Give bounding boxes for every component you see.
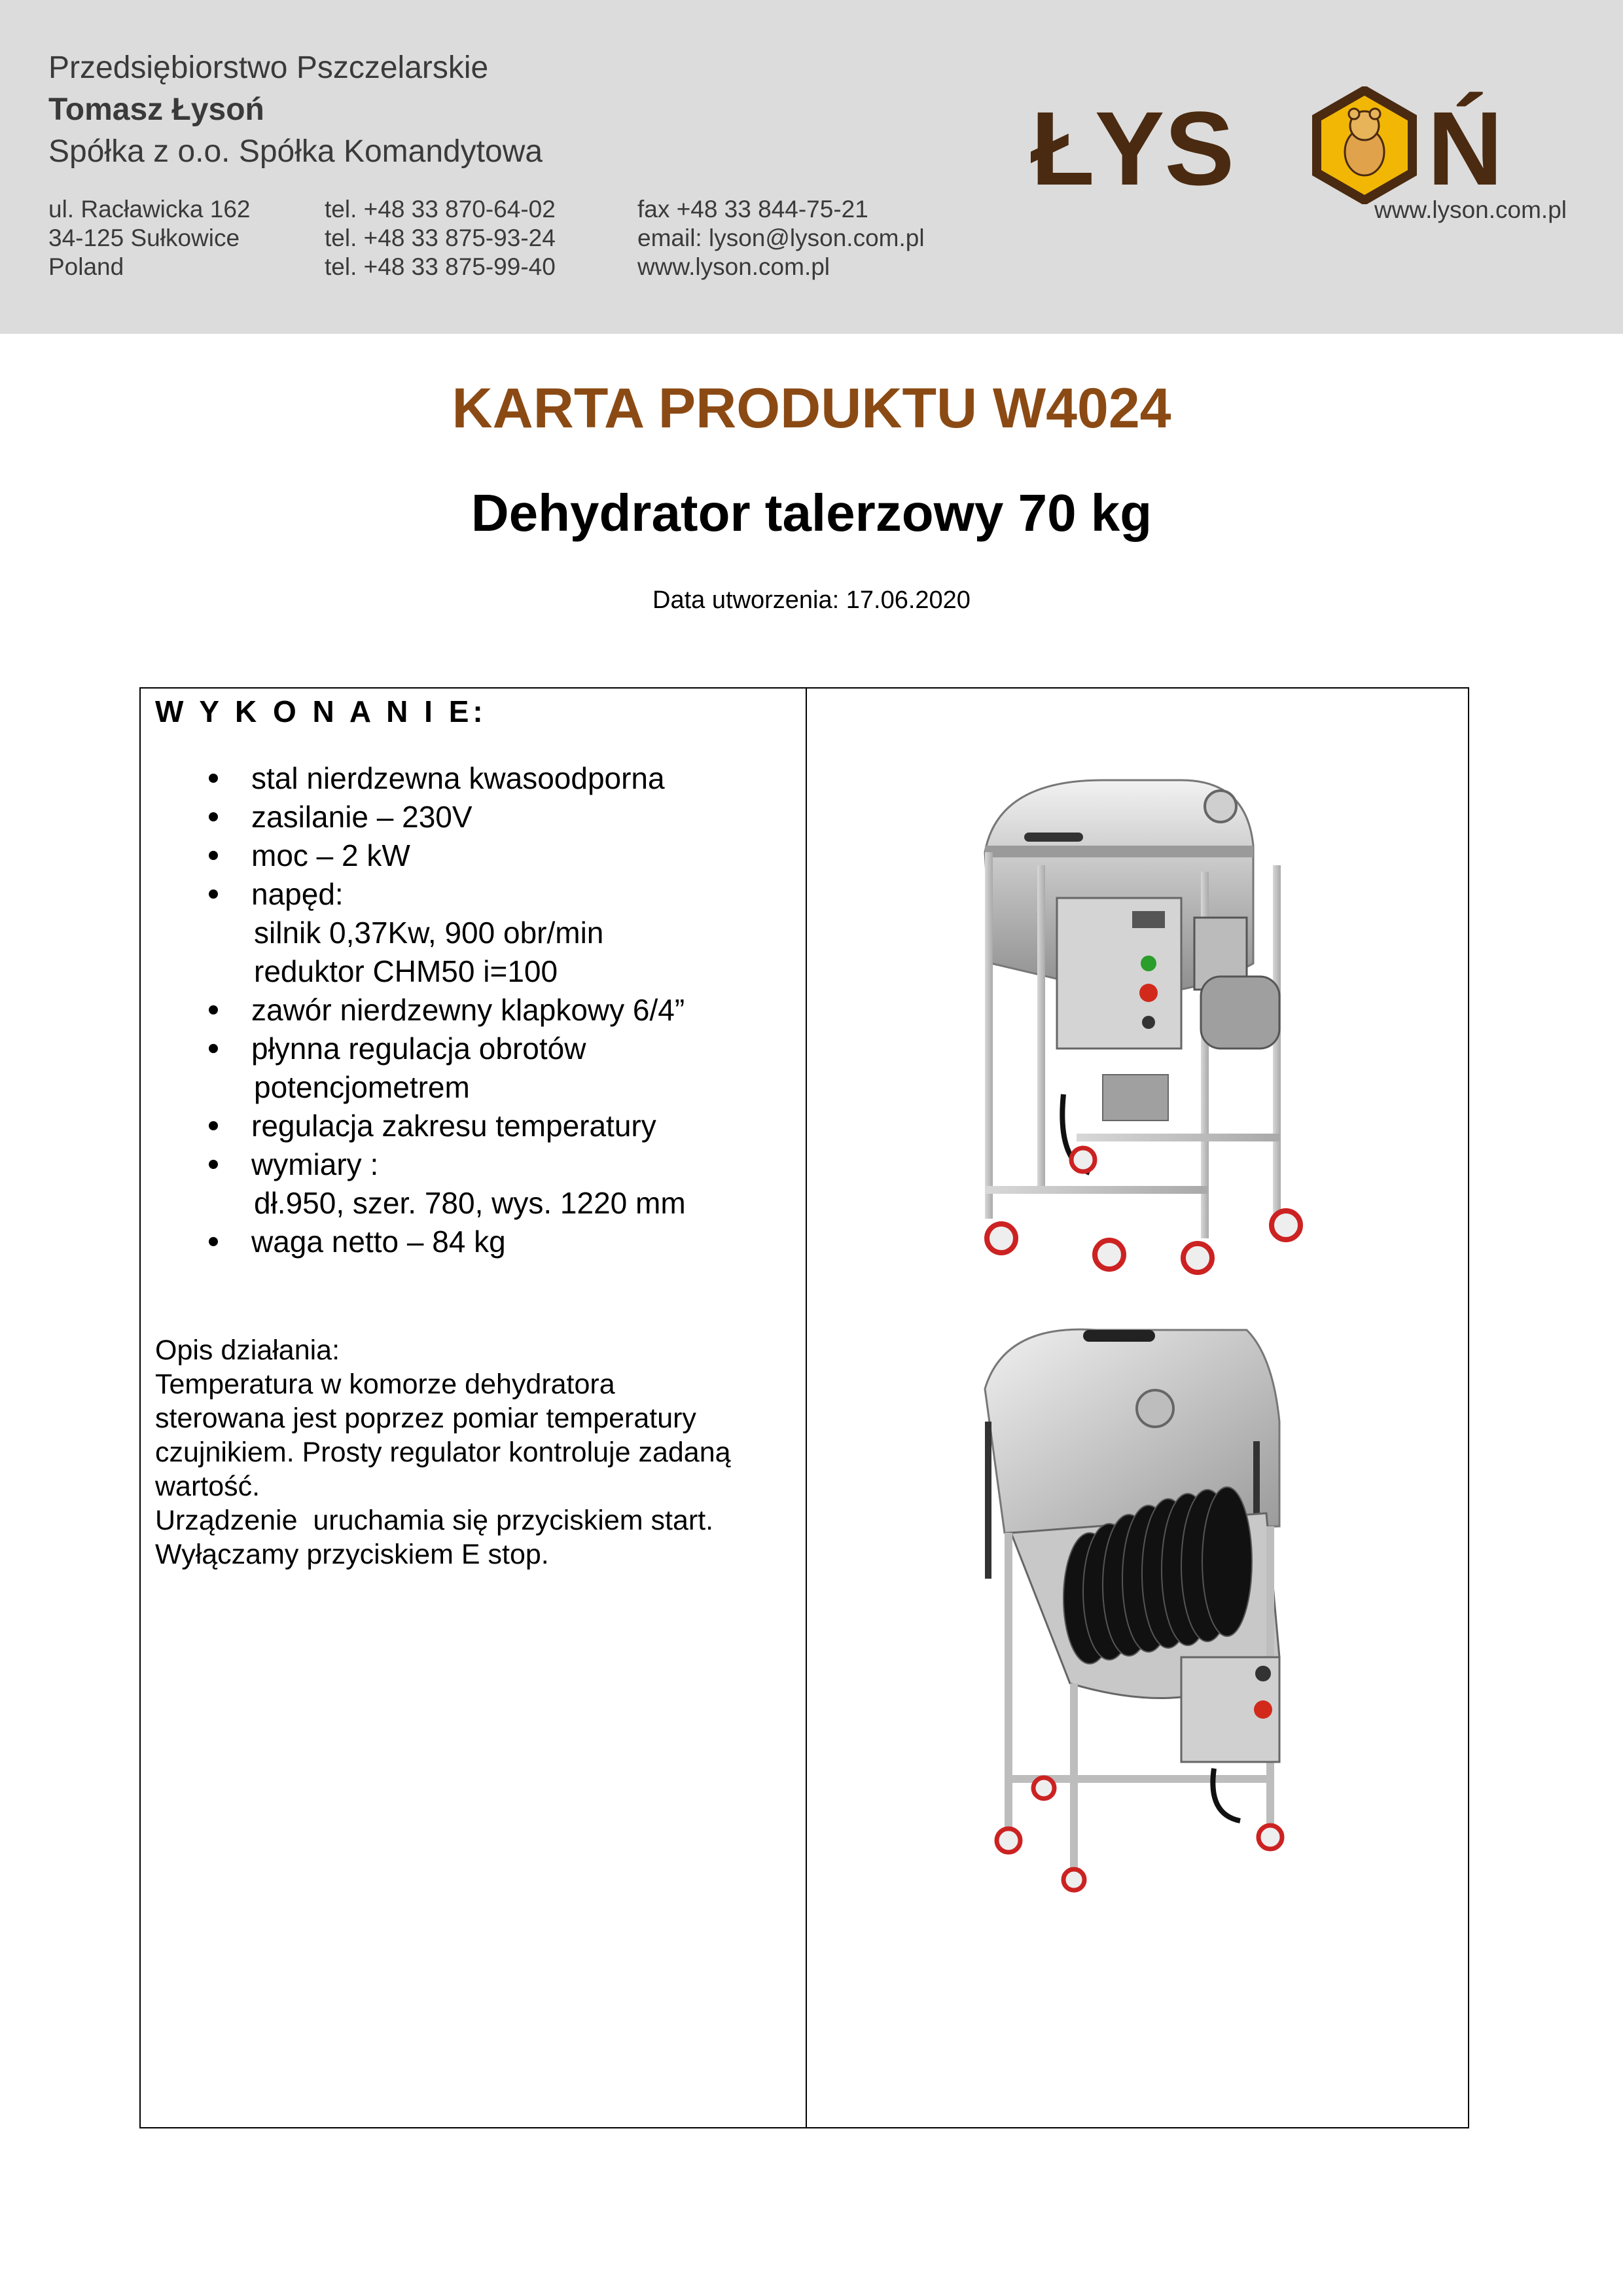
section-title: W Y K O N A N I E: — [155, 694, 487, 728]
bullet-icon — [209, 1121, 218, 1130]
logo-text-left: ŁYS — [1031, 90, 1235, 204]
list-item-detail: reduktor CHM50 i=100 — [254, 954, 558, 988]
bullet-icon — [209, 1005, 218, 1014]
description-line: Wyłączamy przyciskiem E stop. — [155, 1539, 549, 1570]
letterhead — [0, 0, 1623, 334]
phone-line: tel. +48 33 875-99-40 — [325, 253, 556, 280]
phone-line: tel. +48 33 875-93-24 — [325, 224, 556, 251]
description-line: Temperatura w komorze dehydratora — [155, 1369, 615, 1400]
description-heading: Opis działania: — [155, 1335, 340, 1366]
operation-description — [155, 1333, 803, 1571]
description-line: sterowana jest poprzez pomiar temperatury — [155, 1403, 696, 1434]
bullet-icon — [209, 851, 218, 860]
address-line: ul. Racławicka 162 — [48, 196, 251, 223]
email-line: email: lyson@lyson.com.pl — [637, 224, 925, 251]
company-line-2: Tomasz Łysoń — [48, 92, 264, 127]
bullet-icon — [209, 812, 218, 821]
list-item-detail: potencjometrem — [254, 1070, 470, 1104]
description-line: Urządzenie uruchamia się przyciskiem start. — [155, 1505, 714, 1536]
list-item: moc – 2 kW — [155, 836, 796, 875]
list-item: zasilanie – 230V — [155, 798, 796, 836]
product-table — [139, 687, 1469, 2128]
bullet-icon — [209, 774, 218, 783]
list-item: wymiary : dł.950, szer. 780, wys. 1220 mm — [155, 1145, 796, 1223]
company-line-1: Przedsiębiorstwo Pszczelarskie — [48, 50, 489, 85]
product-photo-open — [965, 1317, 1358, 1893]
address-line: Poland — [48, 253, 124, 280]
bullet-icon — [209, 1044, 218, 1053]
honeycomb-bee-icon — [1317, 90, 1412, 200]
list-item-detail: silnik 0,37Kw, 900 obr/min — [254, 916, 604, 950]
spec-list — [155, 759, 796, 1261]
bullet-icon — [209, 1237, 218, 1246]
phone-line: tel. +48 33 870-64-02 — [325, 196, 556, 223]
bullet-icon — [209, 889, 218, 899]
lyson-logo — [1031, 86, 1567, 204]
phone-block — [325, 195, 556, 281]
product-name: Dehydrator talerzowy 70 kg — [471, 484, 1152, 542]
column-divider — [806, 689, 807, 2127]
list-item: regulacja zakresu temperatury — [155, 1107, 796, 1145]
logo-url: www.lyson.com.pl — [1374, 196, 1567, 223]
bullet-icon — [209, 1160, 218, 1169]
page-title: KARTA PRODUKTU W4024 — [452, 377, 1171, 440]
list-item-detail: dł.950, szer. 780, wys. 1220 mm — [254, 1186, 686, 1220]
company-line-3: Spółka z o.o. Spółka Komandytowa — [48, 134, 543, 169]
product-photo-closed — [906, 767, 1378, 1278]
description-line: czujnikiem. Prosty regulator kontroluje zadaną — [155, 1437, 731, 1468]
list-item: napęd: silnik 0,37Kw, 900 obr/min reduktor CHM50 i=100 — [155, 875, 796, 991]
list-item: płynna regulacja obrotów potencjometrem — [155, 1030, 796, 1107]
contact-block — [637, 195, 925, 281]
company-name — [48, 47, 543, 173]
list-item: zawór nierdzewny klapkowy 6/4” — [155, 991, 796, 1030]
address-line: 34-125 Sułkowice — [48, 224, 240, 251]
fax-line: fax +48 33 844-75-21 — [637, 196, 868, 223]
creation-date: Data utworzenia: 17.06.2020 — [652, 586, 971, 614]
address-block — [48, 195, 250, 281]
logo-text-right: Ń — [1427, 90, 1503, 204]
list-item: stal nierdzewna kwasoodporna — [155, 759, 796, 798]
website-line: www.lyson.com.pl — [637, 253, 830, 280]
description-line: wartość. — [155, 1471, 260, 1502]
list-item: waga netto – 84 kg — [155, 1223, 796, 1261]
